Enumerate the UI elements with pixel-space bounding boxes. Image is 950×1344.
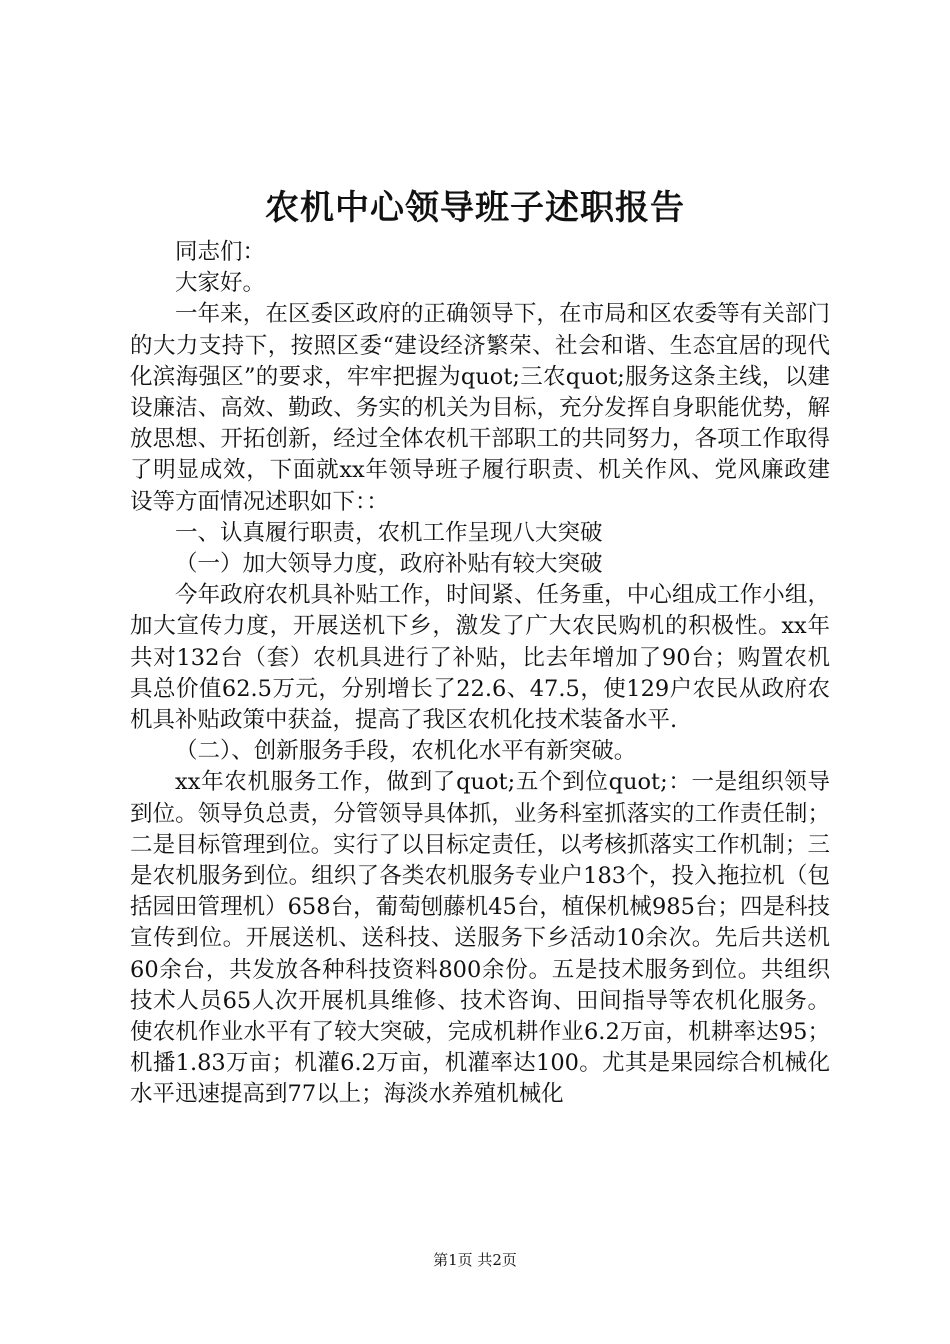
- paragraph-salutation: 同志们：: [175, 239, 266, 265]
- section-heading: 一、认真履行职责，农机工作呈现八大突破: [175, 519, 603, 546]
- subsection-heading-1: （一）加大领导力度，政府补贴有较大突破: [175, 551, 603, 578]
- paragraph-intro: 一年来，在区委区政府的正确领导下，在市局和区农委等有关部门的大力支持下，按照区委“建设经济繁荣、社会和谐、生态宜居的现代化滨海强区”的要求，牢牢把握为quot;三农quot;服务这条主线，以建设廉洁、高效、勤政、务实的机关为目标，充分发挥自身职能优势，解放思想、开拓创新，经过全体农机干部职工的共同努力，各项工作取得了明显成效，下面就xx年领导班子履行职责、机关作风、党风廉政建设等方面情况述职如下：：: [130, 301, 830, 515]
- paragraph-subsidy: 今年政府农机具补贴工作，时间紧、任务重，中心组成工作小组，加大宣传力度，开展送机下乡，激发了广大农民购机的积极性。xx年共对132台（套）农机具进行了补贴，比去年增加了90台；购置农机具总价值62.5万元，分别增长了22.6、47.5，使129户农民从政府农机具补贴政策中获益，提高了我区农机化技术装备水平.: [130, 582, 830, 734]
- subsection-heading-2: （二）、创新服务手段，农机化水平有新突破。: [175, 738, 637, 765]
- paragraph-service: xx年农机服务工作，做到了quot;五个到位quot;：一是组织领导到位。领导负总责，分管领导具体抓，业务科室抓落实的工作责任制；二是目标管理到位。实行了以目标定责任，以考核抓落实工作机制；三是农机服务到位。组织了各类农机服务专业户183个，投入拖拉机（包括园田管理机）658台，葡萄刨藤机45台，植保机械985台；四是科技宣传到位。开展送机、送科技、送服务下乡活动10余次。先后共送机60余台，共发放各种科技资料800余份。五是技术服务到位。共组织技术人员65人次开展机具维修、技术咨询、田间指导等农机化服务。使农机作业水平有了较大突破，完成机耕作业6.2万亩，机耕率达95；机播1.83万亩；机灌6.2万亩，机灌率达100。尤其是果园综合机械化水平迅速提高到77以上；海淡水养殖机械化: [130, 769, 830, 1108]
- paragraph-greeting: 大家好。: [175, 270, 266, 297]
- document-title: 农机中心领导班子述职报告: [265, 188, 685, 228]
- page-number-footer: 第1页 共2页: [433, 1251, 517, 1269]
- document-body: [130, 237, 830, 1111]
